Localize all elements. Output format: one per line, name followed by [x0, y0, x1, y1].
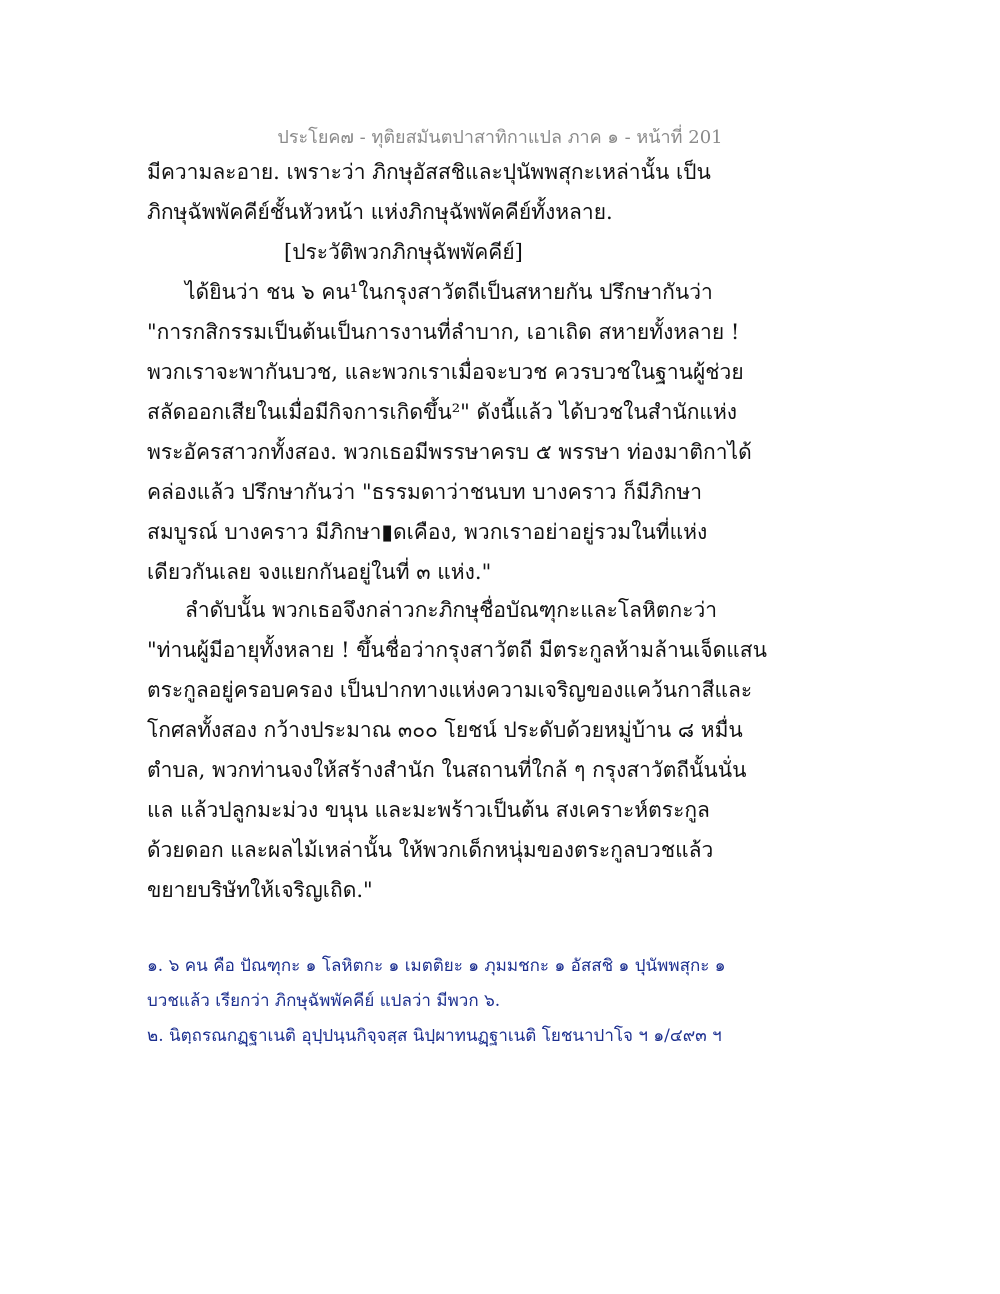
body-line: โกศลทั้งสอง กว้างประมาณ ๓๐๐ โยชน์ ประดับด้วยหมู่บ้าน ๘ หมื่น [147, 718, 743, 742]
body-line: เดียวกันเลย จงแยกกันอยู่ในที่ ๓ แห่ง." [147, 560, 492, 584]
body-line: ลำดับนั้น พวกเธอจึงกล่าวกะภิกษุชื่อบัณฑุกะและโลหิตกะว่า [185, 598, 718, 622]
body-line: ตระกูลอยู่ครอบครอง เป็นปากทางแห่งความเจริญของแคว้นกาสีและ [147, 678, 753, 702]
body-line: ขยายบริษัทให้เจริญเถิด." [147, 878, 373, 902]
footnote-line: บวชแล้ว เรียกว่า ภิกษุฉัพพัคคีย์ แปลว่า มีพวก ๖. [147, 991, 501, 1011]
footnote-line: ๑. ๖ คน คือ ปัณฑุกะ ๑ โลหิตกะ ๑ เมตติยะ ๑ ภุมมชกะ ๑ อัสสชิ ๑ ปุนัพพสุกะ ๑ [147, 956, 726, 976]
body-line: ด้วยดอก และผลไม้เหล่านั้น ให้พวกเด็กหนุ่มของตระกูลบวชแล้ว [147, 838, 714, 862]
body-line: ตำบล, พวกท่านจงให้สร้างสำนัก ในสถานที่ใกล้ ๆ กรุงสาวัตถีนั้นนั่น [147, 758, 747, 782]
body-line: พระอัครสาวกทั้งสอง. พวกเธอมีพรรษาครบ ๕ พรรษา ท่องมาติกาได้ [147, 440, 752, 464]
body-line: มีความละอาย. เพราะว่า ภิกษุอัสสชิและปุนัพพสุกะเหล่านั้น เป็น [147, 160, 711, 184]
body-line: ได้ยินว่า ชน ๖ คน¹ในกรุงสาวัตถีเป็นสหายกัน ปรึกษากันว่า [185, 280, 713, 304]
body-line: สลัดออกเสียในเมื่อมีกิจการเกิดขึ้น²" ดังนี้แล้ว ได้บวชในสำนักแห่ง [147, 400, 738, 424]
body-line: สมบูรณ์ บางคราว มีภิกษา▮ดเคือง, พวกเราอย่าอยู่รวมในที่แห่ง [147, 520, 708, 544]
body-line: แล แล้วปลูกมะม่วง ขนุน และมะพร้าวเป็นต้น สงเคราะห์ตระกูล [147, 798, 710, 822]
body-line: คล่องแล้ว ปรึกษากันว่า "ธรรมดาว่าชนบท บางคราว ก็มีภิกษา [147, 480, 703, 504]
page-header: ประโยค๗ - ทุติยสมันตปาสาทิกาแปล ภาค ๑ - หน้าที่ 201 [277, 127, 723, 148]
body-line: พวกเราจะพากันบวช, และพวกเราเมื่อจะบวช ควรบวชในฐานผู้ช่วย [147, 360, 744, 384]
section-heading: [ประวัติพวกภิกษุฉัพพัคคีย์] [284, 240, 523, 264]
body-line: ภิกษุฉัพพัคคีย์ชั้นหัวหน้า แห่งภิกษุฉัพพัคคีย์ทั้งหลาย. [147, 200, 613, 224]
body-line: "ท่านผู้มีอายุทั้งหลาย ! ขึ้นชื่อว่ากรุงสาวัตถี มีตระกูลห้ามล้านเจ็ดแสน [147, 638, 767, 662]
footnote-line: ๒. นิตฺถรณกฏฺฐาเนติ อุปฺปนฺนกิจฺจสฺส นิปฺผาทนฏฺฐาเนติ โยชนาปาโจ ฯ ๑/๔๙๓ ฯ [147, 1026, 722, 1046]
body-line: "การกสิกรรมเป็นต้นเป็นการงานที่ลำบาก, เอาเถิด สหายทั้งหลาย ! [147, 320, 740, 344]
